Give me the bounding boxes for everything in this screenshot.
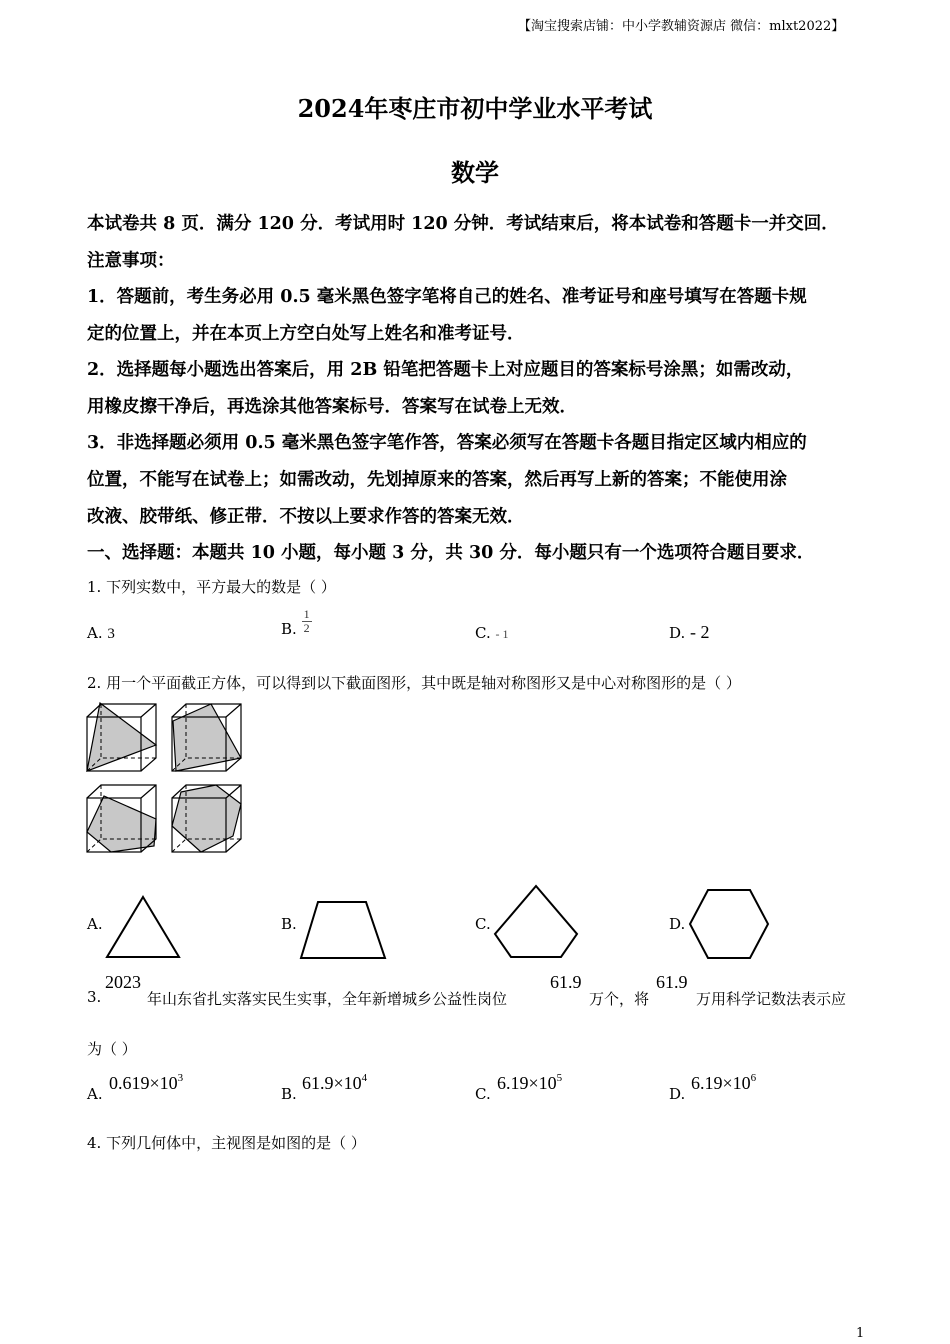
option-exponent: 5 (556, 1072, 563, 1084)
q3-year: 2023 (105, 972, 141, 992)
notice-heading: 注意事项： (87, 251, 175, 271)
q3-text-1: 年山东省扎实落实民生实事，全年新增城乡公益性岗位 (147, 990, 508, 1008)
cube-trapezoid-section-figure (171, 703, 243, 773)
q3-text-2: 万个，将 (589, 990, 650, 1008)
q3-option-a-label: A. (87, 1085, 103, 1103)
fraction-denominator: 2 (303, 621, 310, 635)
cube-triangle-section-figure (86, 703, 158, 773)
notice-item-3-cont2: 改液、胶带纸、修正带．不按以上要求作答的答案无效． (87, 507, 525, 527)
q3-value-1: 61.9 (550, 972, 582, 992)
q2-option-d-label: D. (669, 915, 686, 933)
pentagon-shape (493, 884, 579, 960)
option-exponent: 4 (361, 1072, 368, 1084)
q2-option-a-label: A. (87, 915, 103, 933)
option-label: C. (475, 624, 491, 642)
option-exponent: 3 (177, 1072, 184, 1084)
option-label: D. (669, 624, 686, 642)
q3-option-d (691, 1073, 756, 1094)
option-base: 61.9×10 (302, 1073, 362, 1093)
q3-number: 3. (87, 988, 102, 1006)
q3-text-3: 万用科学记数法表示应 (696, 990, 847, 1008)
cube-hexagon-section-figure (171, 784, 243, 854)
hexagon-shape (688, 888, 770, 960)
q2-option-b-label: B. (281, 915, 297, 933)
trapezoid-shape (298, 900, 388, 960)
q3-option-b-label: B. (281, 1085, 297, 1103)
q1-option-d (669, 622, 710, 643)
q1-option-c (475, 624, 509, 642)
option-value: - 1 (495, 627, 509, 641)
q3-option-d-label: D. (669, 1085, 686, 1103)
option-exponent: 6 (750, 1072, 757, 1084)
fraction (302, 608, 312, 635)
q3-option-c (497, 1073, 562, 1094)
question-2-stem: 2. 用一个平面截正方体，可以得到以下截面图形，其中既是轴对称图形又是中心对称图形的是（ ） (87, 674, 741, 692)
triangle-shape (105, 895, 181, 959)
instruction-line: 本试卷共 8 页．满分 120 分．考试用时 120 分钟．考试结束后，将本试卷和答题卡一并交回． (87, 214, 839, 234)
header-note: 【淘宝搜索店铺：中小学教辅资源店 微信：mlxt2022】 (518, 19, 845, 34)
q3-option-c-label: C. (475, 1085, 491, 1103)
q3-option-b (302, 1073, 367, 1094)
option-base: 0.619×10 (109, 1073, 178, 1093)
subject-title: 数学 (451, 158, 499, 187)
page-number: 1 (856, 1326, 865, 1341)
notice-item-1-cont: 定的位置上，并在本页上方空白处写上姓名和准考证号． (87, 324, 525, 344)
question-1-stem: 1. 下列实数中，平方最大的数是（ ） (87, 578, 336, 596)
q3-text-line2: 为（ ） (87, 1040, 137, 1058)
q2-option-c-label: C. (475, 915, 491, 933)
notice-item-3: 3．非选择题必须用 0.5 毫米黑色签字笔作答，答案必须写在答题卡各题目指定区域内相应的 (87, 433, 807, 453)
fraction-numerator: 1 (303, 607, 310, 621)
option-value: 3 (107, 626, 115, 642)
option-label: B. (281, 619, 297, 638)
notice-item-2: 2．选择题每小题选出答案后，用 2B 铅笔把答题卡上对应题目的答案标号涂黑；如需改动， (87, 360, 804, 380)
notice-item-3-cont: 位置，不能写在试卷上；如需改动，先划掉原来的答案，然后再写上新的答案；不能使用涂 (87, 470, 787, 490)
q3-value-2: 61.9 (656, 972, 688, 992)
exam-title: 2024年枣庄市初中学业水平考试 (297, 94, 653, 123)
q1-option-b (281, 607, 312, 638)
section-heading: 一、选择题：本题共 10 小题，每小题 3 分，共 30 分．每小题只有一个选项符合题目要求． (87, 543, 815, 563)
option-label: A. (87, 624, 103, 642)
cube-pentagon-section-figure (86, 784, 158, 854)
option-base: 6.19×10 (497, 1073, 557, 1093)
notice-item-1: 1．答题前，考生务必用 0.5 毫米黑色签字笔将自己的姓名、准考证号和座号填写在答题卡规 (87, 287, 807, 307)
q1-option-a (87, 624, 115, 643)
notice-item-2-cont: 用橡皮擦干净后，再选涂其他答案标号．答案写在试卷上无效． (87, 397, 577, 417)
option-value: - 2 (690, 622, 710, 642)
q3-option-a (109, 1073, 183, 1094)
option-base: 6.19×10 (691, 1073, 751, 1093)
question-4-stem: 4. 下列几何体中，主视图是如图的是（ ） (87, 1134, 366, 1152)
